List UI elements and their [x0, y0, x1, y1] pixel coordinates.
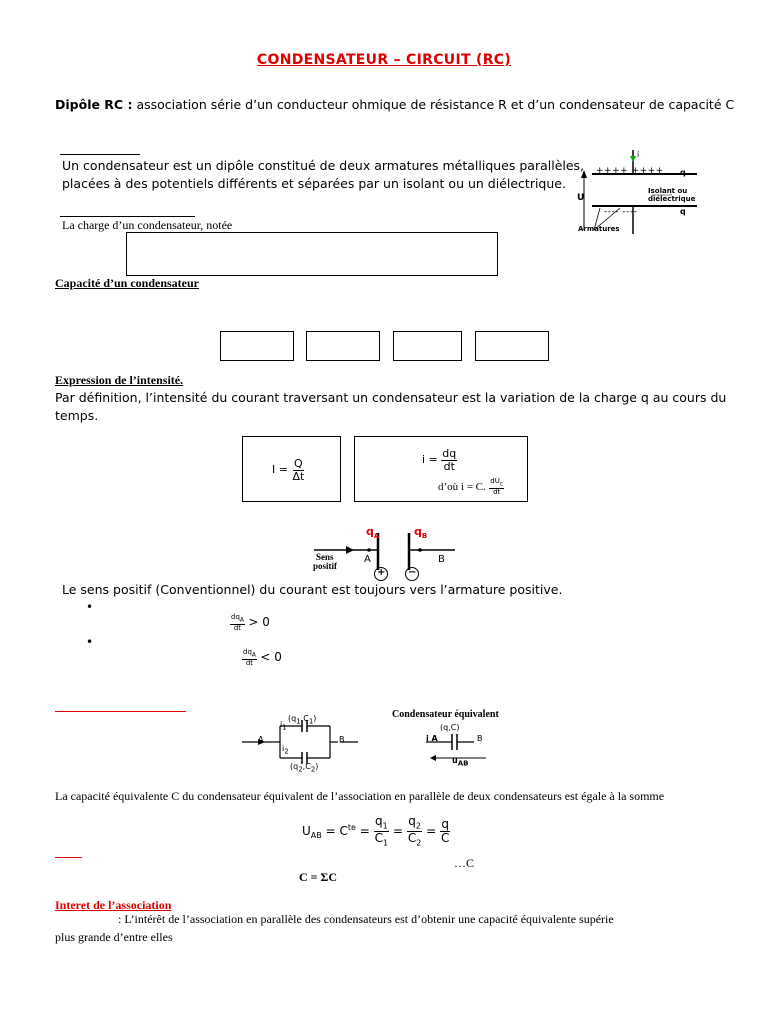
- pf-eq1: = C: [325, 823, 348, 838]
- formula-dou-prefix: d’où i = C.: [438, 480, 486, 493]
- definition-line-1: Un condensateur est un dipôle constitué de deux armatures métalliques parallèles,: [62, 158, 585, 173]
- intensite-line-1: Par définition, l’intensité du courant traversant un condensateur est la variation de la charge q au cours du: [55, 390, 727, 405]
- fig2-minus: −: [408, 567, 417, 578]
- interet-line-1: : L’intérêt de l’association en parallèle des condensateurs est d’obtenir une capacité équivalente supérie: [118, 912, 614, 926]
- pf-eq2: =: [359, 823, 370, 838]
- fig3-q2c2-a: (q: [290, 762, 299, 771]
- fig3-qc: (q,C): [440, 723, 460, 732]
- capacite-box-1: [220, 331, 294, 361]
- fig3-i1-letter: i: [280, 720, 283, 729]
- fig3-A: A: [258, 735, 264, 744]
- dipole-label: Dipôle RC :: [55, 97, 133, 112]
- fig3-i2-sub: 2: [284, 747, 289, 756]
- fig3-iA: i A: [426, 734, 438, 743]
- uab-arrow-icon: [430, 755, 436, 761]
- series-heading-underline: [55, 857, 82, 858]
- charge-answer-box: [126, 232, 498, 276]
- pf-d2: C: [407, 830, 417, 845]
- pf-d1-sub: 1: [383, 838, 389, 848]
- formula-duc-num: dU: [490, 477, 500, 485]
- capacite-box-3: [393, 331, 462, 361]
- bullet-2-num: dq: [243, 648, 252, 656]
- bullet-2-sub: A: [251, 652, 256, 659]
- fig3-q2c2: [290, 762, 318, 774]
- pf-te: te: [347, 822, 356, 832]
- pf-n1-sub: 1: [382, 821, 388, 831]
- capacite-box-2: [306, 331, 380, 361]
- parallel-formula: [302, 815, 450, 848]
- bullet-1-rel: > 0: [248, 614, 270, 629]
- formula-capacitor-current: [438, 478, 504, 496]
- formula-duc-sub: c: [499, 481, 504, 488]
- fig2-qA-sub: A: [373, 532, 380, 541]
- dots-C: …C: [454, 856, 475, 870]
- bullet-2-den: dt: [245, 658, 254, 667]
- fig3-q1c1-a: (q: [288, 714, 297, 723]
- fig1-q-bottom: q: [680, 207, 686, 216]
- bullet-1-formula: [230, 614, 270, 632]
- fig1-minus-signs: ---- ----: [604, 207, 638, 217]
- formula-instant-current: [422, 448, 457, 472]
- fig1-q-top: q: [680, 168, 686, 177]
- fig2-qB: [414, 525, 427, 540]
- formula-average-num: Q: [294, 457, 303, 470]
- fig2-qB-sub: B: [421, 532, 428, 541]
- charge-heading-underline: [60, 216, 195, 217]
- fig3-q1c1: [288, 714, 316, 726]
- equiv-title: Condensateur équivalent: [392, 709, 499, 720]
- pf-eq3: =: [392, 823, 403, 838]
- fig2-A: A: [364, 554, 371, 565]
- capacite-heading: Capacité d’un condensateur: [55, 276, 200, 290]
- pf-n2-sub: 2: [415, 821, 421, 831]
- bullet-1-num: dq: [231, 613, 240, 621]
- intensite-heading: Expression de l’intensité.: [55, 373, 184, 387]
- fig3-q1c1-e: ): [313, 714, 317, 723]
- pf-n2: q: [408, 814, 416, 828]
- fig3-q2c2-c: ,C: [302, 762, 311, 771]
- fig3-i2: [282, 744, 289, 756]
- intensite-line-2: temps.: [55, 408, 99, 423]
- bullet-2-rel: < 0: [260, 649, 282, 664]
- dipole-text: association série d’un conducteur ohmique de résistance R et d’un condensateur de capacité C: [136, 97, 735, 112]
- pf-uab-sub: AB: [310, 831, 322, 841]
- fig3-B: B: [339, 735, 345, 744]
- bullet-1-sub: A: [239, 617, 244, 624]
- pf-n1: q: [375, 814, 383, 828]
- fig1-U-label: U: [577, 193, 585, 203]
- parallel-text: La capacité équivalente C du condensateur équivalent de l’association en parallèle de deux condensateurs est égale à la somme: [55, 789, 665, 803]
- fig3-q1c1-b: 1: [296, 717, 301, 726]
- fig3-q1c1-d: 1: [308, 717, 314, 726]
- fig3-q2c2-e: ): [315, 762, 319, 771]
- fig3-i1-sub: 1: [282, 723, 287, 732]
- bullet-2: •: [86, 635, 94, 649]
- formula-instant-den: dt: [443, 459, 455, 473]
- fig1-plus-signs: ++++ ++++: [596, 166, 664, 176]
- fig3-i1: [280, 720, 287, 732]
- bullet-2-formula: [242, 649, 282, 667]
- current-arrow-icon: [630, 156, 636, 162]
- pf-uab: U: [302, 823, 311, 838]
- pf-d1: C: [374, 830, 384, 845]
- fig3-uab-sub: AB: [457, 759, 469, 768]
- fig3-q1c1-c: ,C: [300, 714, 309, 723]
- charge-text: La charge d’un condensateur, notée: [62, 218, 233, 232]
- sens-arrow-icon: [346, 546, 354, 554]
- definition-heading-underline: [60, 154, 140, 155]
- parallel-heading-underline: [55, 711, 186, 712]
- fig2-qA-letter: q: [366, 525, 374, 538]
- definition-line-2: placées à des potentiels différents et séparées par un isolant ou un diélectrique.: [62, 176, 566, 191]
- fig3-q2c2-d: 2: [310, 765, 316, 774]
- fig1-i-label: i: [637, 150, 640, 159]
- fig3-q2c2-b: 2: [298, 765, 303, 774]
- formula-instant-num: dq: [442, 447, 457, 460]
- page-title: CONDENSATEUR – CIRCUIT (RC): [256, 52, 512, 68]
- sum-formula: C = ΣC: [299, 870, 338, 884]
- fig3-uab-letter: u: [452, 756, 458, 765]
- pf-n3: q: [441, 817, 450, 832]
- fig3-eqB: B: [477, 734, 483, 743]
- fig3-uab: [452, 756, 468, 768]
- fig2-plus: +: [377, 567, 386, 578]
- formula-average-current: [272, 458, 305, 482]
- sens-positif-text: Le sens positif (Conventionnel) du courant est toujours vers l’armature positive.: [62, 582, 563, 597]
- interet-line-2: plus grande d’entre elles: [55, 930, 173, 944]
- fig2-qA: [366, 525, 379, 540]
- pf-d2-sub: 2: [416, 838, 422, 848]
- fig1-armatures: Armatures: [578, 225, 620, 233]
- formula-average-den: Δt: [292, 469, 305, 483]
- voltage-arrow-icon: [581, 170, 587, 178]
- pf-d3: C: [441, 830, 450, 845]
- fig2-positif: positif: [313, 561, 338, 571]
- interet-heading: Interet de l’association: [55, 898, 172, 912]
- pf-eq4: =: [426, 823, 437, 838]
- bullet-1: •: [86, 600, 94, 614]
- fig2-qB-letter: q: [414, 525, 422, 538]
- fig2-sens: Sens: [316, 552, 334, 562]
- fig2-B: B: [438, 554, 445, 565]
- bullet-1-den: dt: [233, 623, 242, 632]
- dipole-definition: [55, 97, 734, 112]
- formula-average-lhs: I =: [272, 463, 288, 477]
- fig3-i2-letter: i: [282, 744, 285, 753]
- capacite-box-4: [475, 331, 549, 361]
- formula-duc-den: dt: [493, 487, 501, 496]
- fig1-dielectrique: diélectrique: [648, 195, 696, 203]
- fig1-isolant: Isolant ou: [648, 187, 688, 195]
- formula-instant-lhs: i =: [422, 453, 438, 467]
